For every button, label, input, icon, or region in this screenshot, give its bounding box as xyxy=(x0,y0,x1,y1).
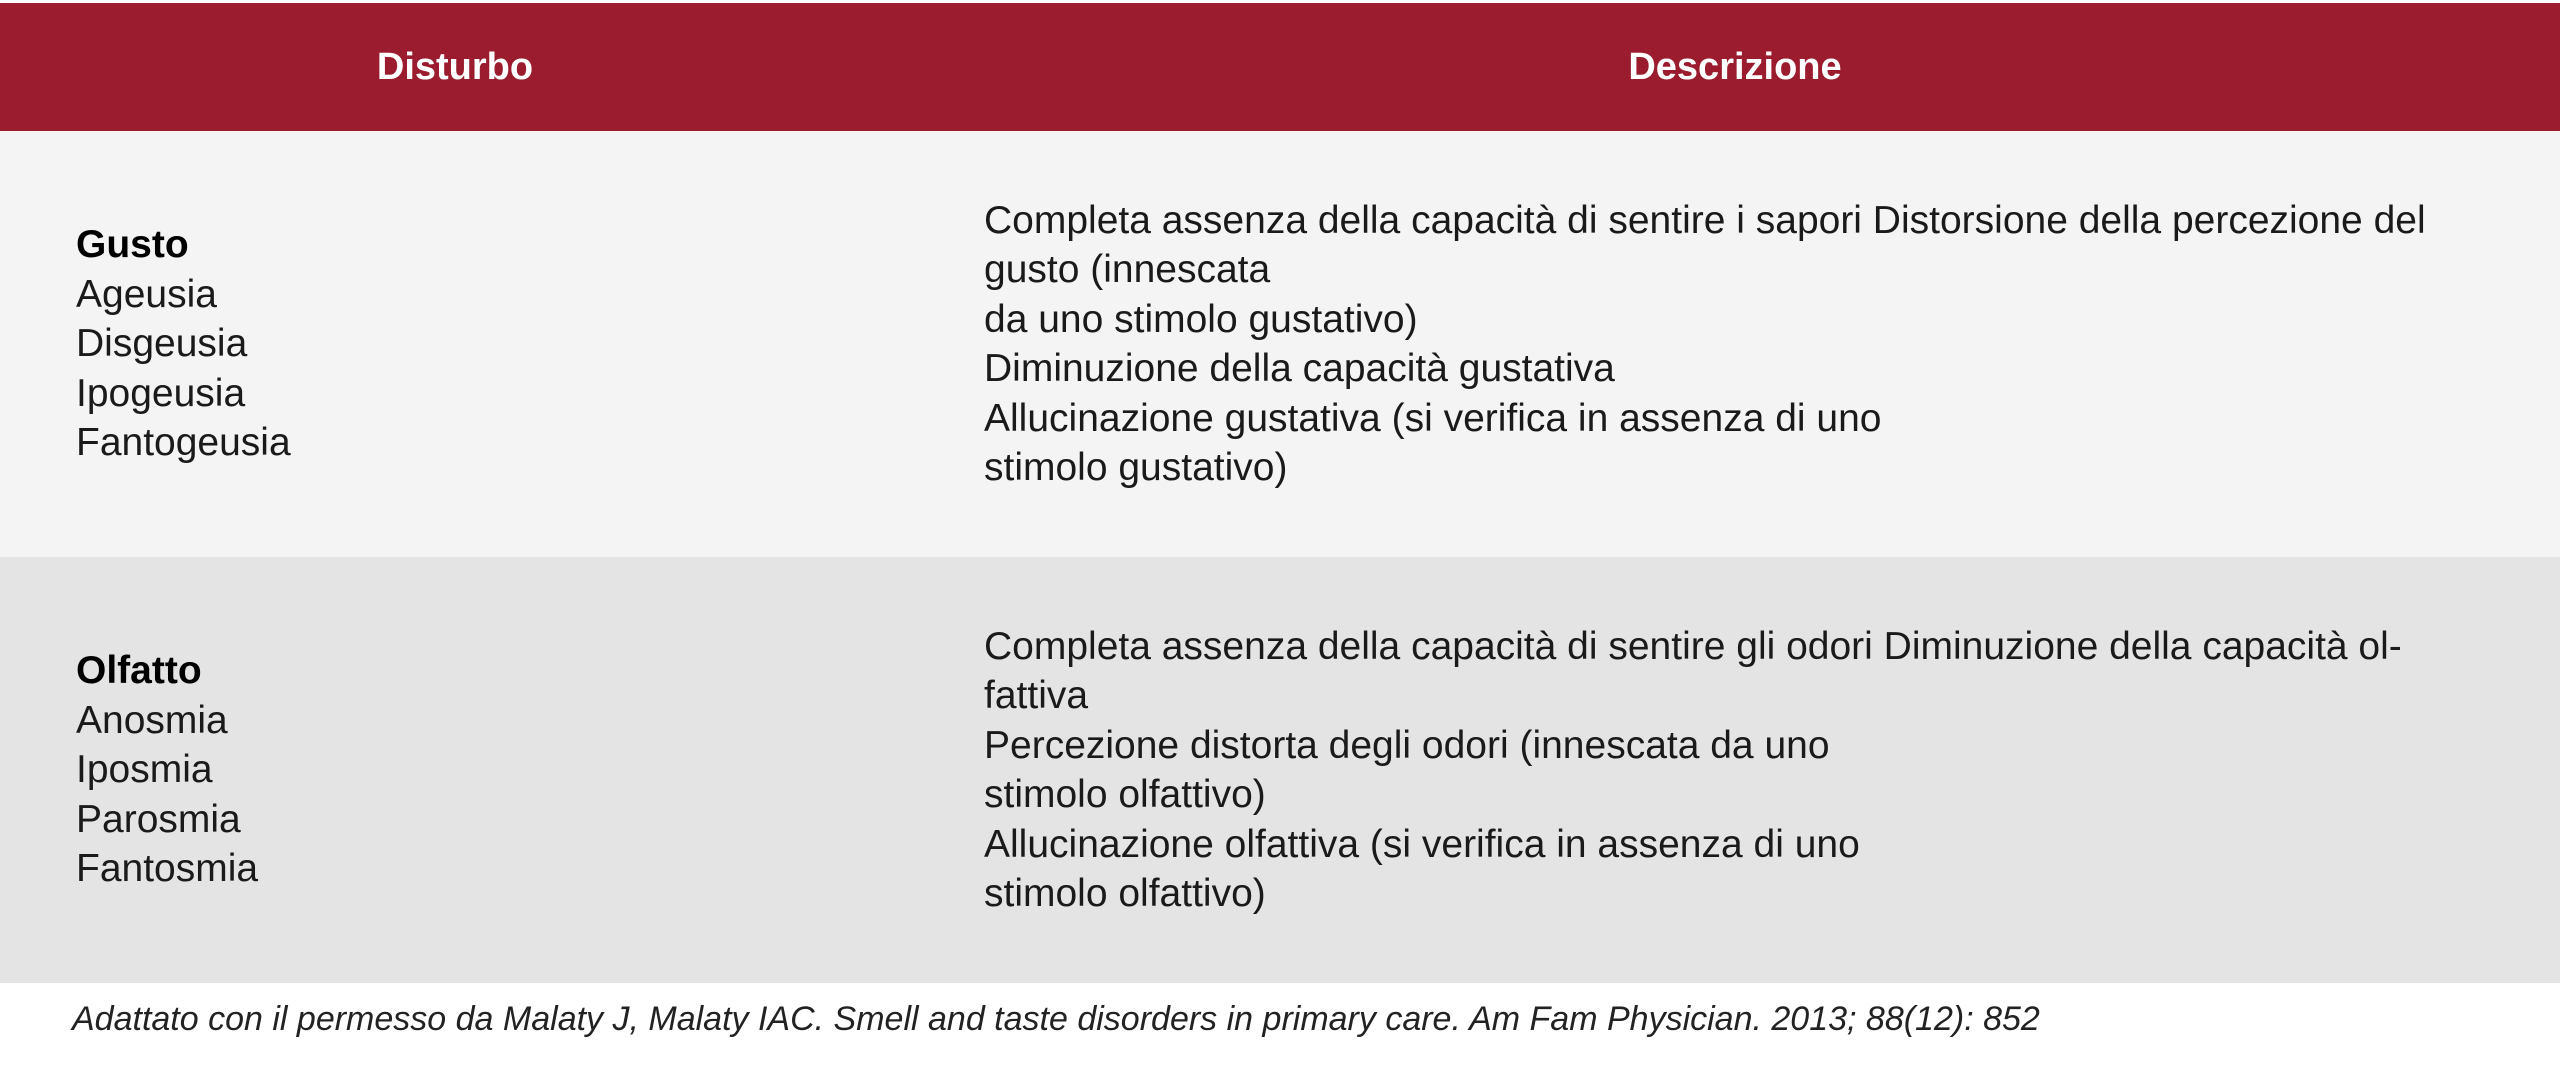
disorder-term: Iposmia xyxy=(76,748,213,792)
disorder-term: Parosmia xyxy=(76,797,241,841)
disorder-term: Ageusia xyxy=(76,272,217,316)
source-footnote: Adattato con il permesso da Malaty J, Malaty IAC. Smell and taste disorders in primary care. Am Fam Physician. 2013; 88(12): 852 xyxy=(72,1000,2040,1038)
description-line: Diminuzione della capacità gustativa xyxy=(984,347,1615,390)
description-cell xyxy=(984,131,2514,557)
description-line: Completa assenza della capacità di sentire gli odori Diminuzione della capacità ol- xyxy=(984,624,2402,668)
description-cell xyxy=(984,557,2514,983)
table-row-gusto xyxy=(0,131,2560,557)
table-header xyxy=(0,3,2560,131)
description-line: stimolo gustativo) xyxy=(984,446,1288,489)
disorder-term: Ipogeusia xyxy=(76,371,246,415)
header-descrizione: Descrizione xyxy=(1628,46,1842,88)
disorder-term: Fantosmia xyxy=(76,847,259,891)
category-label: Olfatto xyxy=(76,649,202,693)
description-line: Percezione distorta degli odori (innescata da uno xyxy=(984,723,1830,767)
description-line: stimolo olfattivo) xyxy=(984,773,1266,816)
description-line: Completa assenza della capacità di sentire i sapori Distorsione della percezione del xyxy=(984,198,2426,242)
table-row-olfatto xyxy=(0,557,2560,983)
disorder-term: Fantogeusia xyxy=(76,421,291,465)
disorder-term: Disgeusia xyxy=(76,322,248,366)
description-line: Allucinazione gustativa (si verifica in assenza di uno xyxy=(984,396,1882,440)
category-label: Gusto xyxy=(76,223,189,267)
disorder-cell xyxy=(76,131,876,557)
description-line: gusto (innescata xyxy=(984,248,1271,291)
header-disturbo: Disturbo xyxy=(376,46,534,88)
description-line: da uno stimolo gustativo) xyxy=(984,297,1418,341)
description-line: Allucinazione olfattiva (si verifica in assenza di uno xyxy=(984,822,1860,866)
disorder-term: Anosmia xyxy=(76,698,228,742)
description-line: stimolo olfattivo) xyxy=(984,872,1266,915)
description-line: fattiva xyxy=(984,674,1089,717)
disorder-cell xyxy=(76,557,876,983)
